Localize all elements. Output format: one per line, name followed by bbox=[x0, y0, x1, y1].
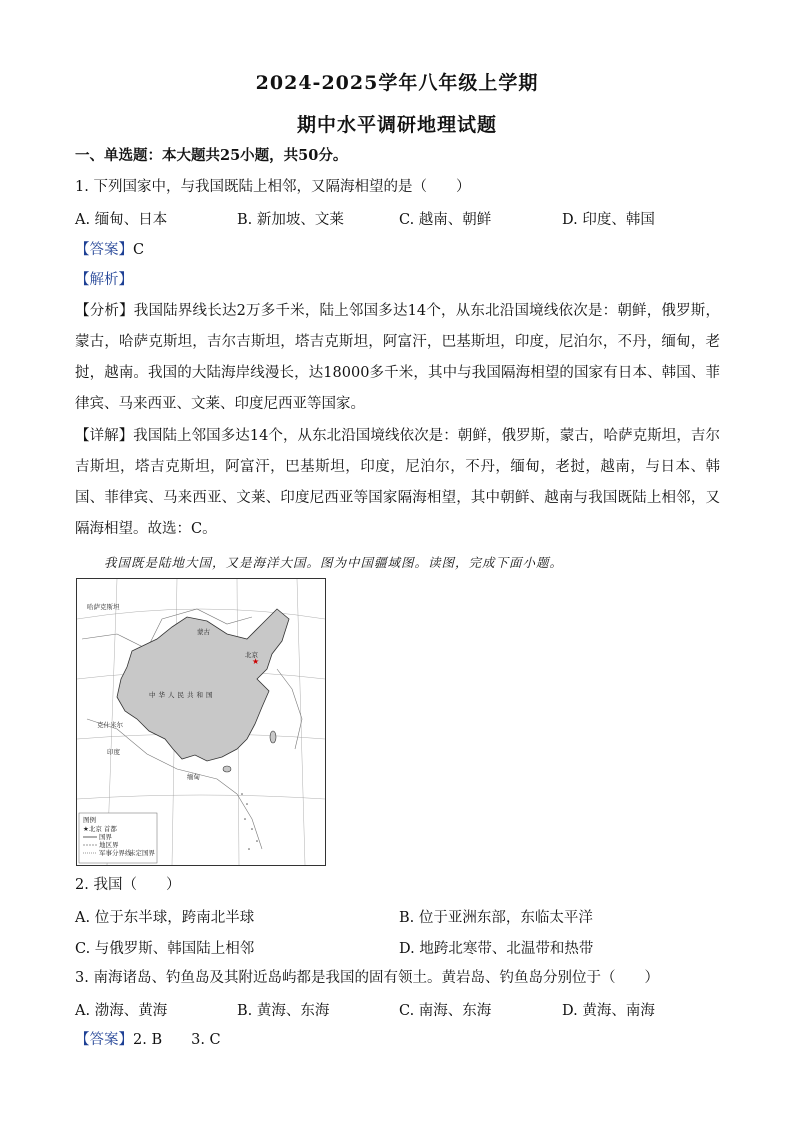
map-label-beijing: 北京 bbox=[245, 651, 258, 659]
q3-option-c: C. 南海、东海 bbox=[399, 1003, 492, 1019]
q3-option-b: B. 黄海、东海 bbox=[237, 1003, 330, 1019]
q3-option-a: A. 渤海、黄海 bbox=[75, 1003, 168, 1019]
legend-capital: ★北京 首都 bbox=[83, 825, 117, 833]
beijing-star-icon: ★ bbox=[252, 657, 260, 666]
q1-detail bbox=[75, 421, 720, 545]
q1-option-a: A. 缅甸、日本 bbox=[75, 212, 168, 228]
detail-head: 【详解】 bbox=[75, 428, 134, 444]
map-legend bbox=[79, 813, 157, 863]
legend-region: 地区界 bbox=[99, 841, 119, 849]
answer-value: C bbox=[133, 242, 145, 258]
analysis-text: 我国陆界线长达2万多千米，陆上邻国多达14个，从东北沿国境线依次是：朝鲜，俄罗斯，蒙古，哈萨克斯坦，吉尔吉斯坦，塔吉克斯坦，阿富汗，巴基斯坦，印度，尼泊尔，不丹，缅甸，老挝，越南。我国的大陆海岸线漫长，达18000多千米，其中与我国隔海相望的国家有日本、韩国、菲律宾、马来西亚、文莱、印度尼西亚等国家。 bbox=[75, 303, 720, 412]
section-heading: 一、单选题：本大题共25小题，共50分。 bbox=[75, 147, 348, 164]
q2-q3-answer bbox=[75, 1030, 221, 1050]
answer2-value: 2. B 3. C bbox=[133, 1032, 221, 1048]
title-line-1: 2024-2025学年八年级上学期 bbox=[255, 72, 539, 94]
answer-label: 【答案】 bbox=[75, 242, 133, 258]
q2-option-c: C. 与俄罗斯、韩国陆上相邻 bbox=[75, 941, 255, 957]
q2-stem: 2. 我国（ ） bbox=[75, 877, 181, 893]
answer2-label: 【答案】 bbox=[75, 1032, 133, 1048]
analysis-label: 【解析】 bbox=[75, 272, 133, 288]
q1-option-d: D. 印度、韩国 bbox=[562, 212, 655, 228]
hainan-shape bbox=[223, 766, 231, 772]
q3-option-d: D. 黄海、南海 bbox=[562, 1003, 655, 1019]
q3-stem: 3. 南海诸岛、钓鱼岛及其附近岛屿都是我国的固有领土。黄岩岛、钓鱼岛分别位于（ ） bbox=[75, 970, 659, 986]
map-label-china: 中华人民共和国 bbox=[149, 691, 216, 699]
q2-option-a: A. 位于东半球，跨南北半球 bbox=[75, 910, 255, 926]
china-territory-map bbox=[76, 578, 326, 866]
title-line-2: 期中水平调研地理试题 bbox=[296, 114, 497, 136]
legend-boundary: 国界 bbox=[99, 833, 112, 841]
q2-option-d: D. 地跨北寒带、北温带和热带 bbox=[399, 941, 594, 957]
legend-unsettled: 未定国界 bbox=[129, 849, 155, 857]
map-label-myanmar: 缅甸 bbox=[187, 773, 200, 781]
q1-option-b: B. 新加坡、文莱 bbox=[237, 212, 344, 228]
group-intro: 我国既是陆地大国，又是海洋大国。图为中国疆域图。读图，完成下面小题。 bbox=[104, 555, 564, 570]
detail-text: 我国陆上邻国多达14个，从东北沿国境线依次是：朝鲜，俄罗斯，蒙古，哈萨克斯坦，吉尔吉斯坦，塔吉克斯坦，阿富汗，巴基斯坦，印度，尼泊尔，不丹，缅甸，老挝，越南，与日本、韩国、菲律宾、马来西亚、文莱、印度尼西亚等国家隔海相望，其中朝鲜、越南与我国既陆上相邻，又隔海相望。故选：C。 bbox=[75, 428, 721, 537]
map-label-kashmir: 克什米尔 bbox=[97, 721, 123, 729]
analysis-head: 【分析】 bbox=[75, 303, 134, 319]
q1-answer bbox=[75, 240, 144, 260]
map-drawing bbox=[77, 579, 325, 865]
q2-option-b: B. 位于亚洲东部，东临太平洋 bbox=[399, 910, 593, 926]
legend-mil: 军事分界线 bbox=[99, 849, 132, 857]
map-label-mongolia: 蒙古 bbox=[197, 628, 210, 636]
south-sea-islands bbox=[241, 793, 258, 850]
taiwan-shape bbox=[270, 731, 276, 743]
map-label-india: 印度 bbox=[107, 748, 120, 756]
q1-stem: 1. 下列国家中，与我国既陆上相邻，又隔海相望的是（ ） bbox=[75, 179, 471, 195]
q1-option-c: C. 越南、朝鲜 bbox=[399, 212, 492, 228]
q1-analysis bbox=[75, 296, 720, 420]
map-label-kazakhstan: 哈萨克斯坦 bbox=[87, 603, 120, 611]
legend-title: 图例 bbox=[83, 816, 96, 824]
